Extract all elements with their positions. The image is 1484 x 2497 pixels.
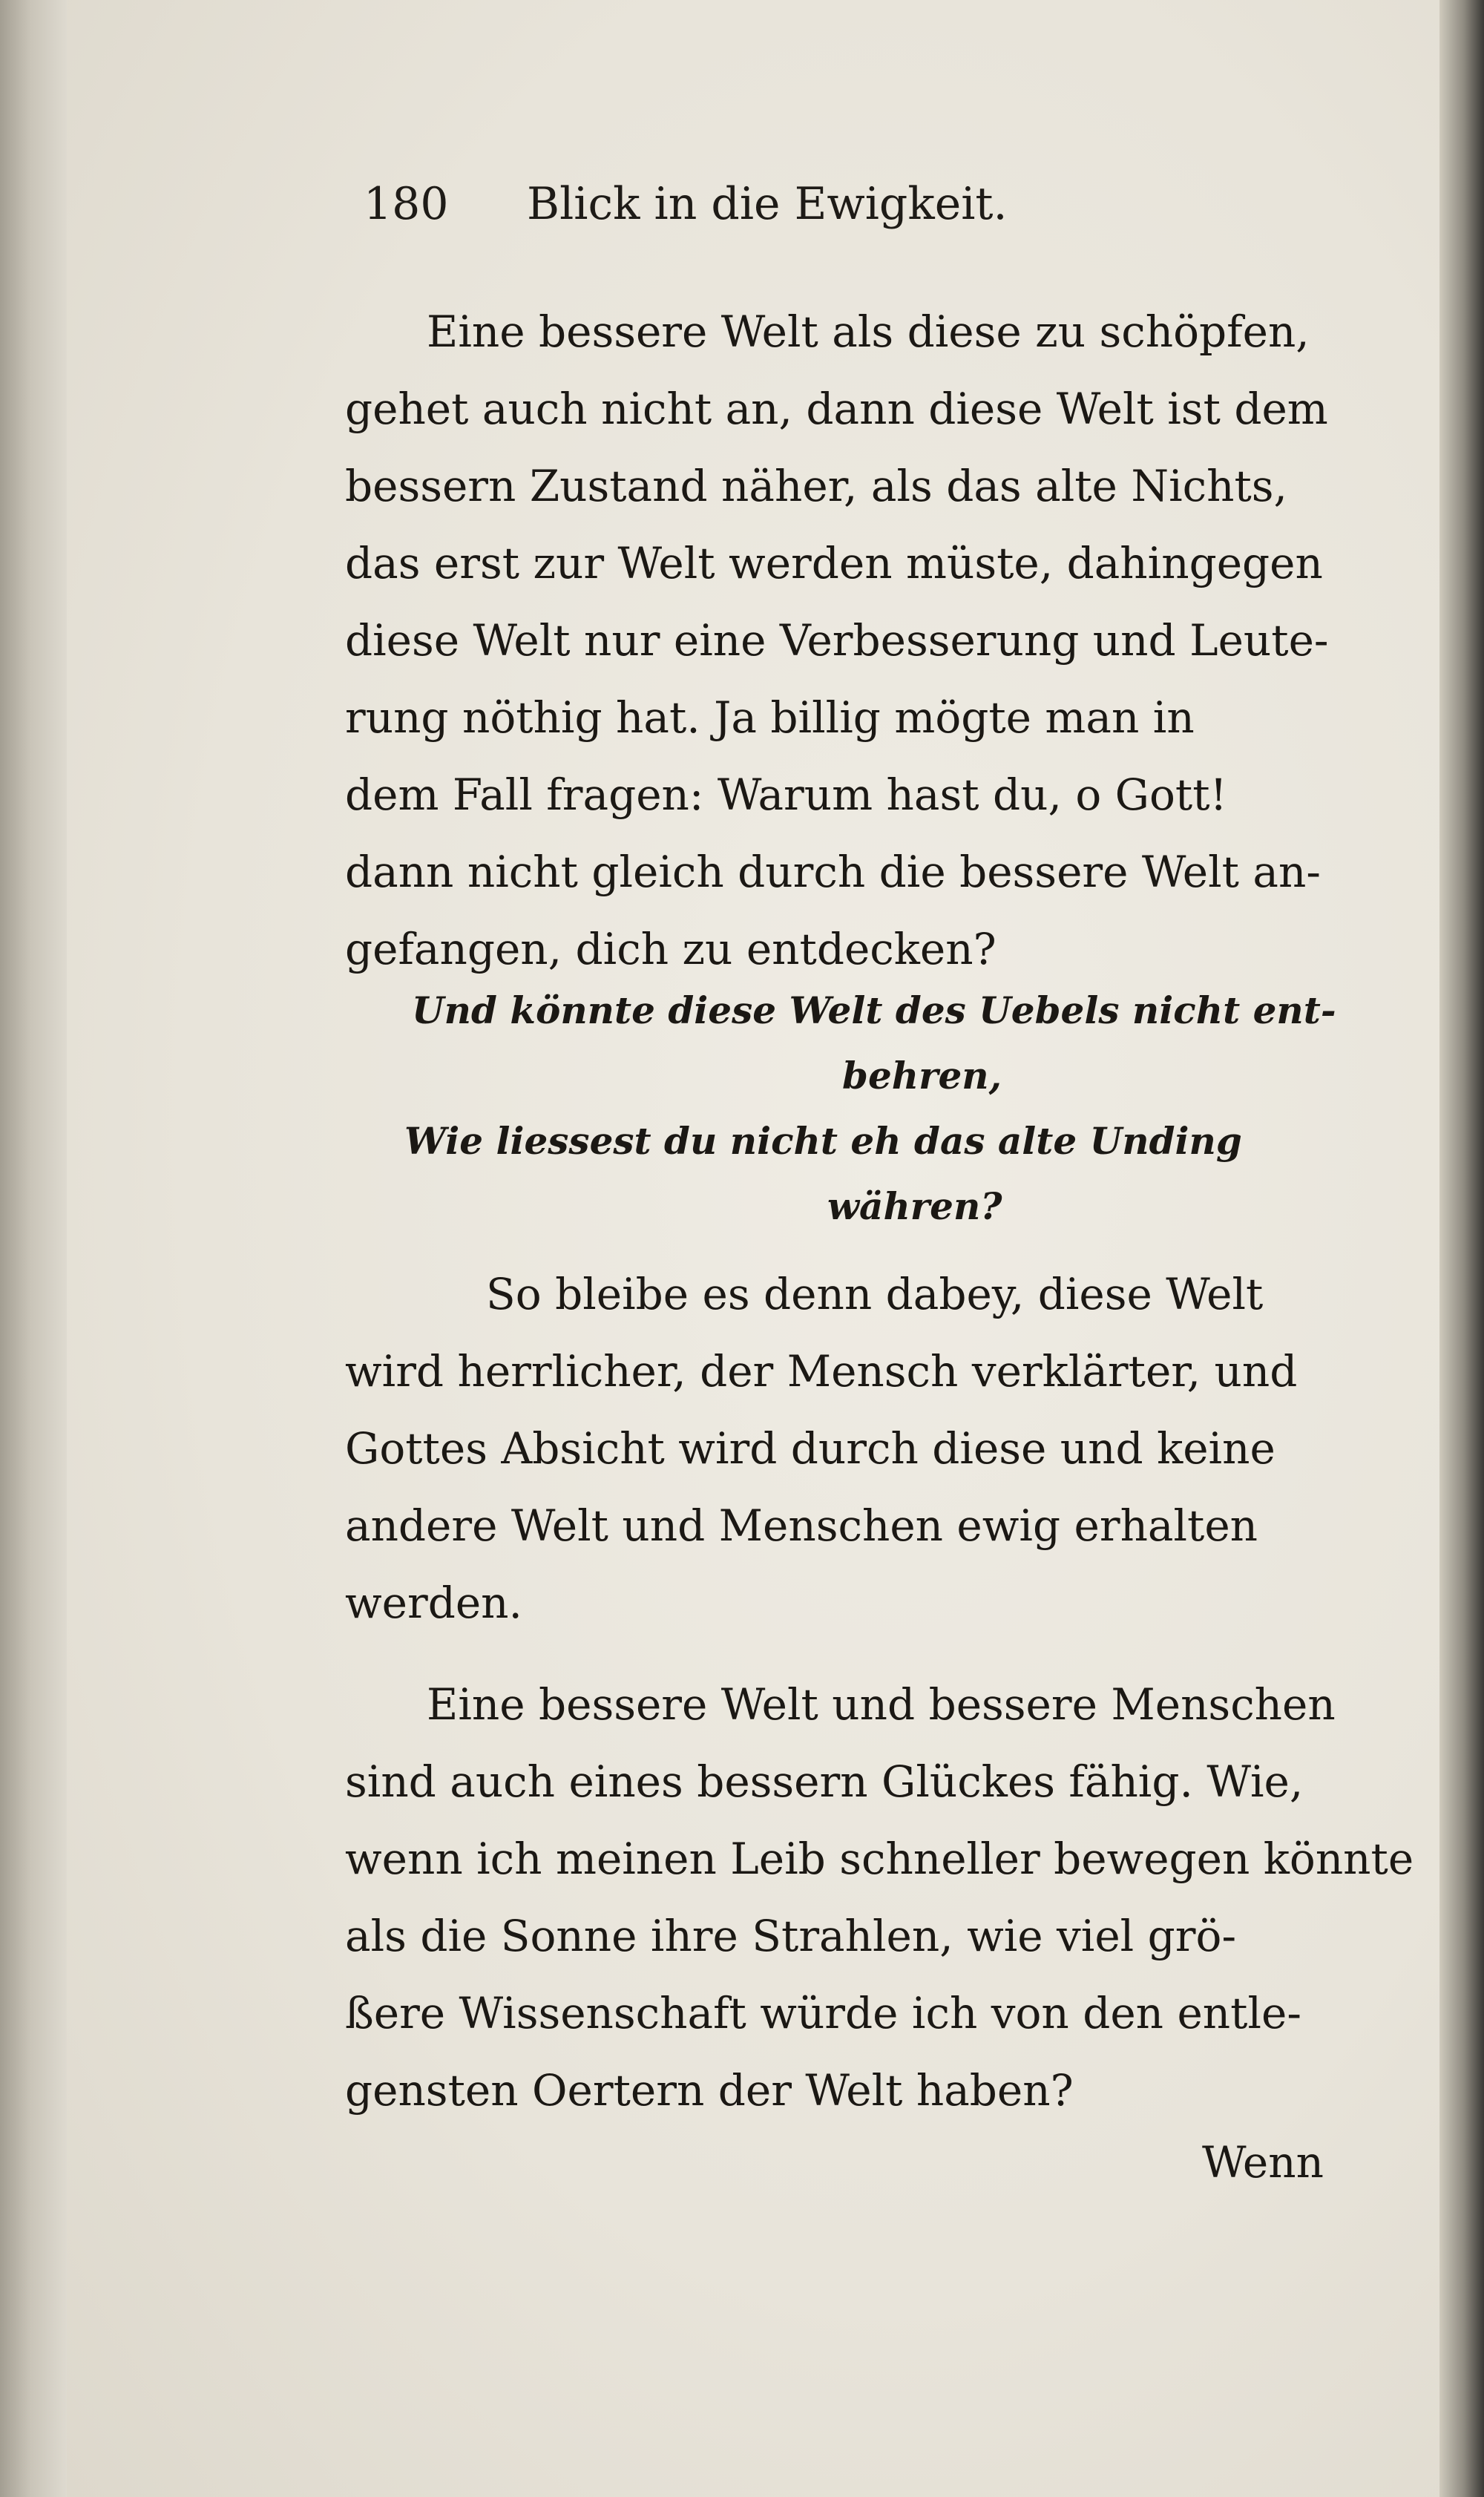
text-line: gehet auch nicht an, dann diese Welt ist dem [345, 384, 1328, 434]
text-line: als die Sonne ihre Strahlen, wie viel grö- [345, 1911, 1237, 1961]
text-line: wird herrlicher, der Mensch verklärter, und [345, 1346, 1298, 1397]
paragraph-2 [345, 1256, 1399, 1641]
text-line: diese Welt nur eine Verbesserung und Leute- [345, 615, 1329, 666]
verse-line: währen? [827, 1184, 1002, 1228]
page-edge-shadow [1439, 0, 1484, 2497]
text-line: So bleibe es denn dabey, diese Welt [486, 1269, 1264, 1319]
text-line: Gottes Absicht wird durch diese und keine [345, 1423, 1275, 1474]
text-line: dem Fall fragen: Warum hast du, o Gott! [345, 770, 1227, 820]
text-line: gefangen, dich zu entdecken? [345, 924, 997, 974]
page-header [364, 178, 1180, 245]
paragraph-3 [345, 1666, 1414, 2129]
verse-line: Wie liessest du nicht eh das alte Unding [404, 1119, 1242, 1163]
text-line: Eine bessere Welt als diese zu schöpfen, [427, 306, 1310, 357]
text-line: Eine bessere Welt und bessere Menschen [427, 1679, 1336, 1730]
text-line: bessern Zustand näher, als das alte Nichts, [345, 461, 1287, 511]
verse-quotation [345, 978, 1399, 1239]
text-line: wenn ich meinen Leib schneller bewegen könnte [345, 1834, 1414, 1884]
verse-line: behren, [842, 1054, 1002, 1097]
text-line: gensten Oertern der Welt haben? [345, 2065, 1074, 2116]
catchword: Wenn [1202, 2137, 1324, 2188]
text-line: dann nicht gleich durch die bessere Welt an- [345, 847, 1321, 897]
page-number: 180 [364, 178, 449, 230]
text-line: ßere Wissenschaft würde ich von den entle- [345, 1988, 1301, 2038]
text-line: werden. [345, 1578, 522, 1628]
text-line: andere Welt und Menschen ewig erhalten [345, 1500, 1258, 1551]
paragraph-1 [345, 293, 1399, 988]
text-line: rung nöthig hat. Ja billig mögte man in [345, 692, 1195, 743]
book-binding-gutter [0, 0, 67, 2497]
text-line: sind auch eines bessern Glückes fähig. Wie, [345, 1756, 1304, 1807]
running-title: Blick in die Ewigkeit. [527, 178, 1008, 230]
text-line: das erst zur Welt werden müste, dahingegen [345, 538, 1323, 588]
verse-line: Und könnte diese Welt des Uebels nicht ent- [412, 988, 1336, 1032]
